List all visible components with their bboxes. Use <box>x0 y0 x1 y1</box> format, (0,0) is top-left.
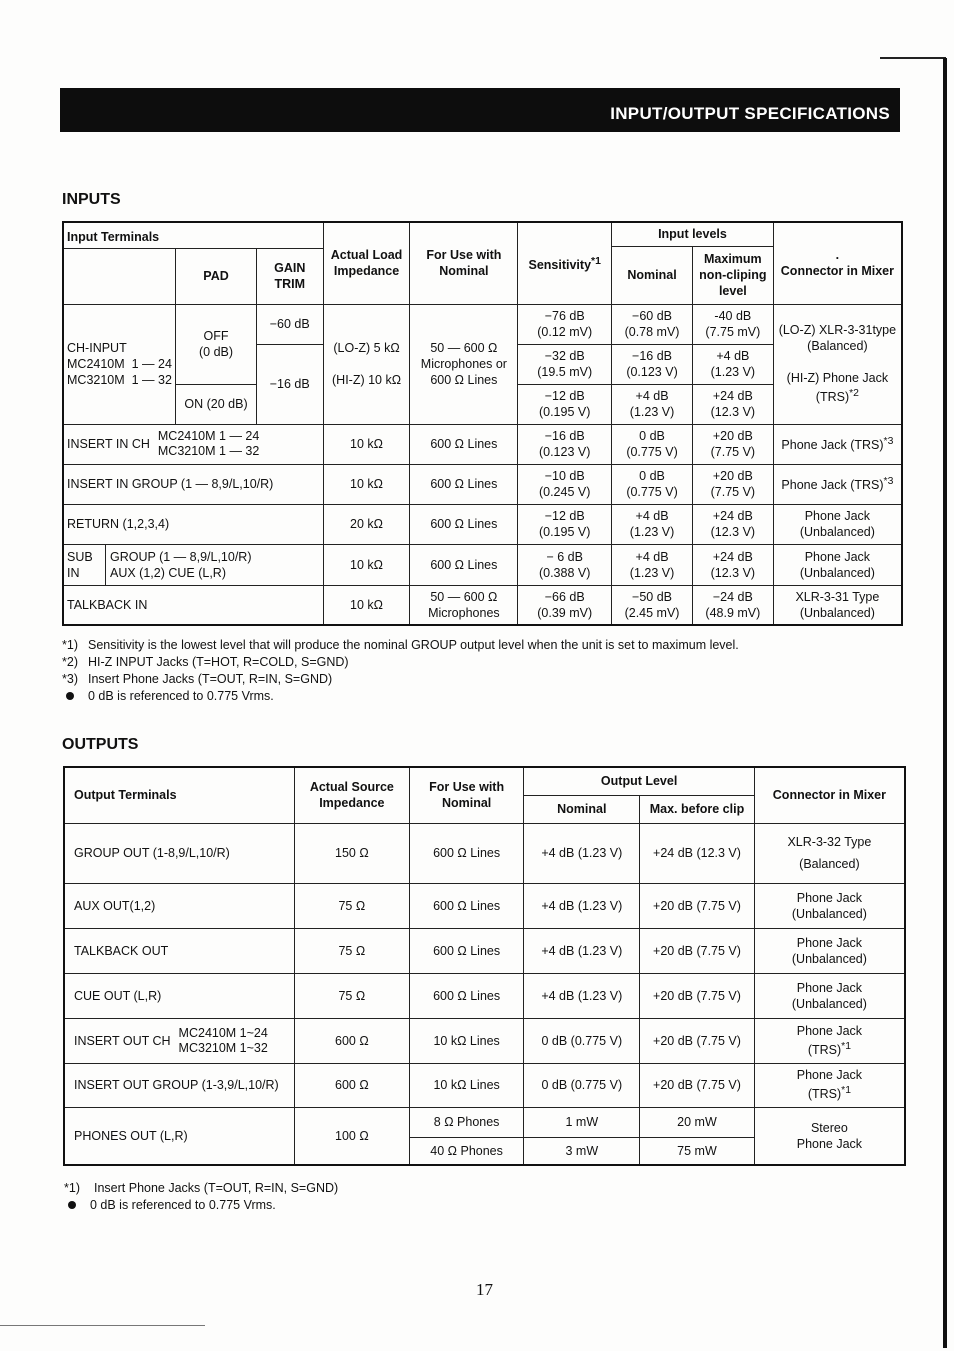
note-reference: 0 dB is referenced to 0.775 Vrms. <box>62 688 739 705</box>
banner-title: INPUT/OUTPUT SPECIFICATIONS <box>610 104 890 123</box>
phones-out-conn: Stereo Phone Jack <box>754 1107 905 1165</box>
ch-connector: (LO-Z) XLR-3-31type (Balanced) (HI-Z) Phone Jack (TRS)$^{*2}$ <box>773 304 902 424</box>
ch-nom-3: +4 dB (1.23 V) <box>612 384 693 424</box>
sub-in-label: SUB IN GROUP (1 — 8,9/L,10/R) AUX (1,2) CUE (L,R) <box>63 544 323 585</box>
phones-out-max-1: 20 mW <box>640 1107 755 1137</box>
phones-out-max-2: 75 mW <box>640 1137 755 1165</box>
return-conn: Phone Jack (Unbalanced) <box>773 504 902 544</box>
insert-out-group-use: 10 kΩ Lines <box>409 1063 524 1107</box>
group-out-src: 150 Ω <box>294 823 409 883</box>
ch-use: 50 — 600 Ω Microphones or 600 Ω Lines <box>410 304 518 424</box>
note-3: *3) Insert Phone Jacks (T=OUT, R=IN, S=GND) <box>62 672 333 686</box>
inputs-table <box>62 221 903 626</box>
insert-out-ch-use: 10 kΩ Lines <box>409 1018 524 1063</box>
ch-sens-1: −76 dB (0.12 mV) <box>518 304 612 344</box>
return-nom: +4 dB (1.23 V) <box>612 504 693 544</box>
inputs-notes <box>62 637 739 705</box>
aux-out-nom: +4 dB (1.23 V) <box>524 883 640 928</box>
aux-out-label: AUX OUT(1,2) <box>64 883 294 928</box>
insert-in-group-sens: −10 dB (0.245 V) <box>518 464 612 504</box>
phones-out-nom-2: 3 mW <box>524 1137 640 1165</box>
sub-in-sens: − 6 dB (0.388 V) <box>518 544 612 585</box>
insert-in-ch-nom: 0 dB (0.775 V) <box>612 424 693 464</box>
col-sensitivity: Sensitivity$^{*1}$ <box>518 222 612 304</box>
ch-input-label: CH-INPUT MC2410M 1 — 24 MC3210M 1 — 32 <box>63 304 176 424</box>
page-number: 17 <box>476 1280 493 1299</box>
insert-out-group-nom: 0 dB (0.775 V) <box>524 1063 640 1107</box>
out-note-1: *1) Insert Phone Jacks (T=OUT, R=IN, S=GND) <box>64 1181 339 1195</box>
aux-out-conn: Phone Jack (Unbalanced) <box>754 883 905 928</box>
col-source-impedance: Actual Source Impedance <box>294 767 409 823</box>
talkback-in-conn: XLR-3-31 Type (Unbalanced) <box>773 585 902 625</box>
ch-sens-3: −12 dB (0.195 V) <box>518 384 612 424</box>
phones-out-nom-1: 1 mW <box>524 1107 640 1137</box>
insert-out-ch-conn: Phone Jack (TRS)$^{*1}$ <box>754 1018 905 1063</box>
outputs-notes <box>64 1180 338 1214</box>
col-output-level: Output Level <box>524 767 754 795</box>
talkback-out-src: 75 Ω <box>294 928 409 973</box>
insert-in-ch-sens: −16 dB (0.123 V) <box>518 424 612 464</box>
cue-out-src: 75 Ω <box>294 973 409 1018</box>
col-input-terminals: Input Terminals <box>63 222 323 248</box>
col-out-nominal: Nominal <box>524 795 640 823</box>
gain-trim-60: −60 dB <box>256 304 323 344</box>
cue-out-max: +20 dB (7.75 V) <box>640 973 755 1018</box>
col-pad: PAD <box>176 248 257 304</box>
talkback-in-max: −24 dB (48.9 mV) <box>692 585 773 625</box>
talkback-in-sens: −66 dB (0.39 mV) <box>518 585 612 625</box>
aux-out-max: +20 dB (7.75 V) <box>640 883 755 928</box>
ch-nom-1: −60 dB (0.78 mV) <box>612 304 693 344</box>
talkback-in-label: TALKBACK IN <box>63 585 323 625</box>
phones-out-use-2: 40 Ω Phones <box>409 1137 524 1165</box>
insert-out-group-max: +20 dB (7.75 V) <box>640 1063 755 1107</box>
col-input-levels: Input levels <box>612 222 774 246</box>
talkback-in-use: 50 — 600 Ω Microphones <box>410 585 518 625</box>
talkback-out-label: TALKBACK OUT <box>64 928 294 973</box>
talkback-in-load: 10 kΩ <box>323 585 410 625</box>
col-out-use-with: For Use with Nominal <box>409 767 524 823</box>
col-nominal: Nominal <box>612 246 693 304</box>
group-out-max: +24 dB (12.3 V) <box>640 823 755 883</box>
pad-off: OFF (0 dB) <box>176 304 257 384</box>
cue-out-conn: Phone Jack (Unbalanced) <box>754 973 905 1018</box>
cue-out-nom: +4 dB (1.23 V) <box>524 973 640 1018</box>
insert-out-group-conn: Phone Jack (TRS)$^{*1}$ <box>754 1063 905 1107</box>
ch-max-1: -40 dB (7.75 mV) <box>692 304 773 344</box>
bullet-icon <box>66 692 74 700</box>
col-max-level: Maximum non-cliping level <box>692 246 773 304</box>
sub-in-max: +24 dB (12.3 V) <box>692 544 773 585</box>
talkback-out-conn: Phone Jack (Unbalanced) <box>754 928 905 973</box>
col-output-terminals: Output Terminals <box>64 767 294 823</box>
ch-load: (LO-Z) 5 kΩ (HI-Z) 10 kΩ <box>323 304 410 424</box>
sub-in-conn: Phone Jack (Unbalanced) <box>773 544 902 585</box>
return-load: 20 kΩ <box>323 504 410 544</box>
ch-nom-2: −16 dB (0.123 V) <box>612 344 693 384</box>
col-gain-trim: GAIN TRIM <box>256 248 323 304</box>
insert-out-ch-nom: 0 dB (0.775 V) <box>524 1018 640 1063</box>
return-max: +24 dB (12.3 V) <box>692 504 773 544</box>
insert-out-group-label: INSERT OUT GROUP (1-3,9/L,10/R) <box>64 1063 294 1107</box>
gain-trim-16: −16 dB <box>256 344 323 424</box>
group-out-nom: +4 dB (1.23 V) <box>524 823 640 883</box>
outputs-heading: OUTPUTS <box>62 736 139 753</box>
phones-out-use-1: 8 Ω Phones <box>409 1107 524 1137</box>
insert-in-group-conn: Phone Jack (TRS)$^{*3}$ <box>773 464 902 504</box>
insert-out-ch-label: INSERT OUT CH MC2410M 1~24 MC3210M 1~32 <box>64 1018 294 1063</box>
phones-out-label: PHONES OUT (L,R) <box>64 1107 294 1165</box>
section-banner <box>60 88 900 132</box>
bottom-rule <box>0 1325 205 1326</box>
sub-in-nom: +4 dB (1.23 V) <box>612 544 693 585</box>
col-use-with: For Use with Nominal <box>410 222 518 304</box>
insert-in-group-load: 10 kΩ <box>323 464 410 504</box>
cue-out-use: 600 Ω Lines <box>409 973 524 1018</box>
insert-in-ch-max: +20 dB (7.75 V) <box>692 424 773 464</box>
cue-out-label: CUE OUT (L,R) <box>64 973 294 1018</box>
pad-on: ON (20 dB) <box>176 384 257 424</box>
insert-out-ch-max: +20 dB (7.75 V) <box>640 1018 755 1063</box>
return-use: 600 Ω Lines <box>410 504 518 544</box>
group-out-conn: XLR-3-32 Type (Balanced) <box>754 823 905 883</box>
col-out-connector: Connector in Mixer <box>754 767 905 823</box>
insert-in-ch-use: 600 Ω Lines <box>410 424 518 464</box>
insert-in-ch-load: 10 kΩ <box>323 424 410 464</box>
insert-in-ch-conn: Phone Jack (TRS)$^{*3}$ <box>773 424 902 464</box>
ch-max-2: +4 dB (1.23 V) <box>692 344 773 384</box>
insert-in-group-label: INSERT IN GROUP (1 — 8,9/L,10/R) <box>63 464 323 504</box>
insert-out-ch-src: 600 Ω <box>294 1018 409 1063</box>
group-out-use: 600 Ω Lines <box>409 823 524 883</box>
insert-in-group-use: 600 Ω Lines <box>410 464 518 504</box>
sub-in-load: 10 kΩ <box>323 544 410 585</box>
return-sens: −12 dB (0.195 V) <box>518 504 612 544</box>
outputs-table <box>63 766 906 1166</box>
talkback-in-nom: −50 dB (2.45 mV) <box>612 585 693 625</box>
inputs-heading: INPUTS <box>62 191 121 208</box>
ch-sens-2: −32 dB (19.5 mV) <box>518 344 612 384</box>
note-1: *1) Sensitivity is the lowest level that will produce the nominal GROUP output level when the unit is set to maximum level. <box>62 638 739 652</box>
insert-in-ch-label: INSERT IN CH MC2410M 1 — 24 MC3210M 1 — 32 <box>63 424 323 464</box>
col-connector: . Connector in Mixer <box>773 222 902 304</box>
col-load-impedance: Actual Load Impedance <box>323 222 410 304</box>
group-out-label: GROUP OUT (1-8,9/L,10/R) <box>64 823 294 883</box>
bullet-icon <box>68 1201 76 1209</box>
return-label: RETURN (1,2,3,4) <box>63 504 323 544</box>
ch-max-3: +24 dB (12.3 V) <box>692 384 773 424</box>
sub-in-use: 600 Ω Lines <box>410 544 518 585</box>
talkback-out-max: +20 dB (7.75 V) <box>640 928 755 973</box>
aux-out-use: 600 Ω Lines <box>409 883 524 928</box>
insert-in-group-max: +20 dB (7.75 V) <box>692 464 773 504</box>
note-2: *2) HI-Z INPUT Jacks (T=HOT, R=COLD, S=GND) <box>62 655 349 669</box>
insert-out-group-src: 600 Ω <box>294 1063 409 1107</box>
top-rule <box>880 57 946 59</box>
talkback-out-use: 600 Ω Lines <box>409 928 524 973</box>
talkback-out-nom: +4 dB (1.23 V) <box>524 928 640 973</box>
col-out-max: Max. before clip <box>640 795 755 823</box>
phones-out-src: 100 Ω <box>294 1107 409 1165</box>
binding-edge <box>943 58 947 1348</box>
aux-out-src: 75 Ω <box>294 883 409 928</box>
insert-in-group-nom: 0 dB (0.775 V) <box>612 464 693 504</box>
out-note-reference: 0 dB is referenced to 0.775 Vrms. <box>64 1197 338 1214</box>
